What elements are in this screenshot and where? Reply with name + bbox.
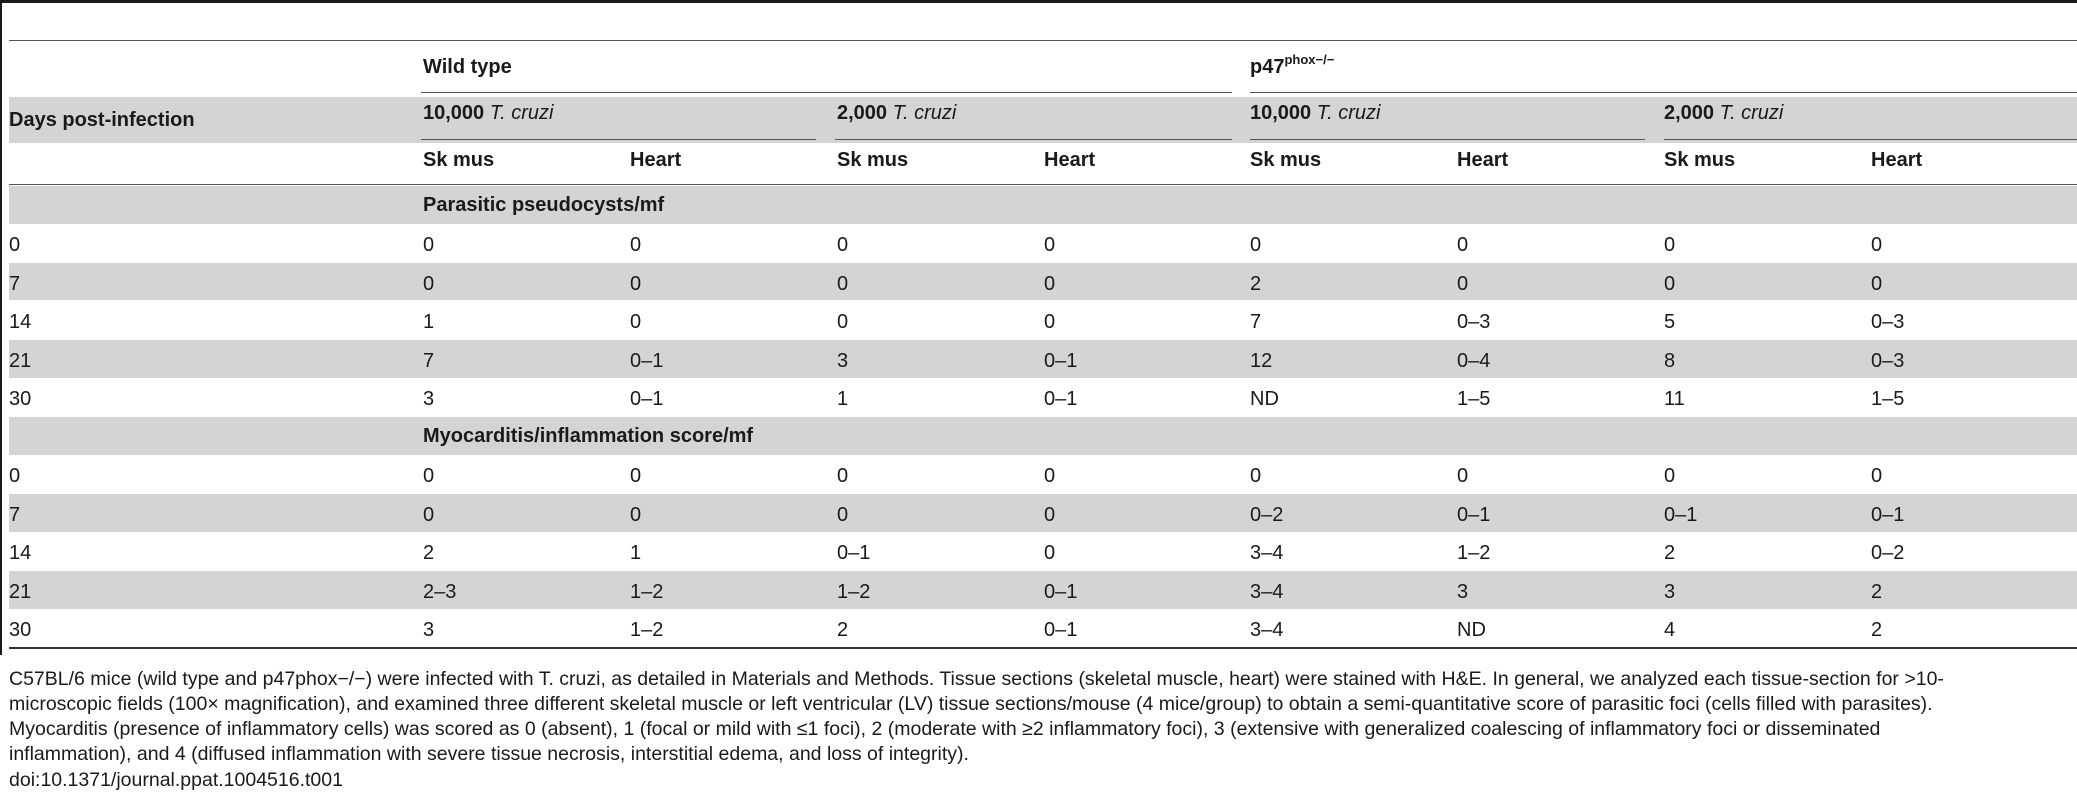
table-cell: 1–2 — [1457, 542, 1491, 564]
left-border — [0, 0, 2, 655]
table-cell: 0–1 — [630, 388, 664, 410]
rule-under-dose-3 — [1250, 139, 1645, 140]
dose-header-wt-2000: 2,000 T. cruzi — [837, 102, 957, 124]
table-cell: 1–2 — [630, 619, 664, 641]
table-cell: 0–1 — [1044, 388, 1078, 410]
table-cell: 7 — [1250, 311, 1262, 333]
footnote-line-2: microscopic fields (100× magnification), and examined three different skeletal muscle or left ventricular (LV) tissue sections/mouse (4 mice/group) to obtain a semi-quantitative score of parasitic foci (cells filled with parasites). — [9, 693, 1933, 715]
table-cell: 0–3 — [1871, 349, 1905, 372]
table-cell: 0 — [1044, 234, 1056, 256]
group-p47phox-ko: $p47^{phox-/-}$ — [1250, 52, 1335, 78]
table-cell: 2 — [837, 619, 849, 641]
row-day-cell: 0 — [9, 465, 21, 487]
rule-under-ko — [1250, 92, 2077, 93]
table-cell: 0–1 — [837, 542, 871, 564]
dose-header-wt-10000: 10,000 T. cruzi — [423, 102, 554, 124]
table-cell: 1–2 — [837, 580, 871, 603]
table-cell: 0–3 — [1457, 311, 1491, 333]
table-cell: 1–5 — [1871, 388, 1905, 410]
footnote-line-4: inflammation), and 4 (diffused inflammation with severe tissue necrosis, interstitial edema, and loss of integrity). — [9, 743, 969, 765]
table-cell: 3 — [423, 619, 435, 641]
table-cell: 2–3 — [423, 580, 457, 603]
section-band-parasitic — [9, 186, 2077, 224]
table-top-rule — [9, 40, 2077, 41]
table-cell: 0 — [423, 465, 435, 487]
col-header-heart: Heart — [1457, 149, 1509, 171]
row-stripe — [9, 571, 2077, 609]
table-cell: 0–4 — [1457, 349, 1491, 372]
table-cell: 12 — [1250, 349, 1273, 372]
rule-under-dose-1 — [421, 139, 816, 140]
table-cell: 0 — [630, 272, 642, 295]
table-cell: 0 — [1044, 542, 1056, 564]
table-cell: 0–1 — [1044, 619, 1078, 641]
table-cell: 0–1 — [1871, 503, 1905, 526]
footnote-line-1: C57BL/6 mice (wild type and p47phox−/−) were infected with T. cruzi, as detailed in Materials and Methods. Tissue sections (skeletal muscle, heart) were stained with H&E. In general, we analyzed each tissue-section for >10- — [9, 668, 1944, 690]
table-cell: 0 — [423, 503, 435, 526]
dose-header-ko-2000: 2,000 T. cruzi — [1664, 102, 1784, 124]
table-cell: 3–4 — [1250, 580, 1284, 603]
table-cell: 0 — [423, 234, 435, 256]
group-wild-type: Wild type — [423, 56, 512, 78]
table-cell: 0 — [630, 234, 642, 256]
table-cell: 0–1 — [1044, 349, 1078, 372]
header-bottom-rule — [9, 184, 2077, 185]
row-day-cell: 21 — [9, 580, 32, 603]
table-cell: 0 — [837, 234, 849, 256]
table-cell: 0–3 — [1871, 311, 1905, 333]
row-stripe — [9, 494, 2077, 532]
row-stripe — [9, 263, 2077, 300]
table-cell: 0 — [1044, 311, 1056, 333]
col-header-sk-mus: Sk mus — [837, 149, 909, 171]
table-cell: 0 — [1250, 465, 1262, 487]
table-cell: 0 — [1457, 465, 1469, 487]
table-cell: 0 — [630, 465, 642, 487]
table-cell: 0–1 — [1044, 580, 1078, 603]
row-day-cell: 0 — [9, 234, 21, 256]
row-day-cell: 14 — [9, 542, 32, 564]
table-cell: 7 — [423, 349, 435, 372]
table-cell: 3–4 — [1250, 542, 1284, 564]
table-cell: 0 — [1871, 234, 1883, 256]
section-title-myocarditis: Myocarditis/inflammation score/mf — [423, 425, 754, 447]
table-cell: 3–4 — [1250, 619, 1284, 641]
table-cell: 1–5 — [1457, 388, 1491, 410]
table-cell: 0 — [1044, 503, 1056, 526]
table-cell: 0–1 — [630, 349, 664, 372]
table-cell: 0 — [1457, 234, 1469, 256]
table-cell: 2 — [423, 542, 435, 564]
table-cell: 3 — [1457, 580, 1469, 603]
row-day-cell: 30 — [9, 388, 32, 410]
footnote-line-3: Myocarditis (presence of inflammatory cells) was scored as 0 (absent), 1 (focal or mild with ≤1 foci), 2 (moderate with ≥2 inflammatory foci), 3 (extensive with generalized coalescing of inflammatory foci or disseminated — [9, 718, 1881, 740]
table-cell: 3 — [837, 349, 849, 372]
table-cell: 1 — [837, 388, 849, 410]
table-cell: 3 — [1664, 580, 1676, 603]
col-header-heart: Heart — [630, 149, 682, 171]
table-cell: 0 — [423, 272, 435, 295]
table-cell: 3 — [423, 388, 435, 410]
table-cell: 0 — [1044, 465, 1056, 487]
table-cell: 0 — [1044, 272, 1056, 295]
table-cell: ND — [1250, 388, 1279, 410]
table-cell: ND — [1457, 619, 1486, 641]
doi-text: doi:10.1371/journal.ppat.1004516.t001 — [9, 769, 343, 791]
table-cell: 0 — [837, 465, 849, 487]
table-cell: 0–2 — [1250, 503, 1284, 526]
rule-under-dose-4 — [1664, 139, 2077, 140]
table-cell: 2 — [1871, 580, 1883, 603]
dose-header-ko-10000: 10,000 T. cruzi — [1250, 102, 1381, 124]
section-band-myocarditis — [9, 417, 2077, 455]
table-cell: 0 — [837, 311, 849, 333]
table-cell: 0 — [837, 272, 849, 295]
table-cell: 11 — [1664, 388, 1685, 410]
table-cell: 2 — [1871, 619, 1883, 641]
row-day-cell: 7 — [9, 503, 21, 526]
row-day-cell: 7 — [9, 272, 21, 295]
table-cell: 0 — [837, 503, 849, 526]
row-stripe — [9, 340, 2077, 378]
col-header-sk-mus: Sk mus — [1250, 149, 1322, 171]
col-header-sk-mus: Sk mus — [423, 149, 495, 171]
table-cell: 8 — [1664, 349, 1676, 372]
table-cell: 1–2 — [630, 580, 664, 603]
table-cell: 2 — [1250, 272, 1262, 295]
table-cell: 1 — [423, 311, 435, 333]
table-cell: 0 — [1871, 465, 1883, 487]
table-cell: 0 — [1664, 272, 1676, 295]
rule-under-wild-type — [421, 92, 1232, 93]
rule-under-dose-2 — [835, 139, 1232, 140]
table-cell: 0 — [1871, 272, 1883, 295]
table-cell: 0 — [630, 311, 642, 333]
col-header-heart: Heart — [1044, 149, 1096, 171]
table-cell: 0 — [1250, 234, 1262, 256]
table-cell: 0 — [630, 503, 642, 526]
row-day-cell: 21 — [9, 349, 32, 372]
table-cell: 5 — [1664, 311, 1676, 333]
col-header-sk-mus: Sk mus — [1664, 149, 1736, 171]
table-cell: 0 — [1664, 465, 1676, 487]
table-cell: 0–1 — [1457, 503, 1491, 526]
table-cell: 0 — [1457, 272, 1469, 295]
section-title-parasitic: Parasitic pseudocysts/mf — [423, 194, 665, 216]
row-day-cell: 30 — [9, 619, 32, 641]
top-border — [0, 0, 2077, 3]
table-bottom-rule — [9, 647, 2077, 649]
col-header-heart: Heart — [1871, 149, 1923, 171]
row-day-cell: 14 — [9, 311, 32, 333]
table-cell: 1 — [630, 542, 642, 564]
table-cell: 0–2 — [1871, 542, 1905, 564]
table-cell: 0–1 — [1664, 503, 1698, 526]
table-cell: 0 — [1664, 234, 1676, 256]
table-cell: 2 — [1664, 542, 1676, 564]
table-cell: 4 — [1664, 619, 1676, 641]
row-header-days: Days post-infection — [9, 109, 195, 131]
